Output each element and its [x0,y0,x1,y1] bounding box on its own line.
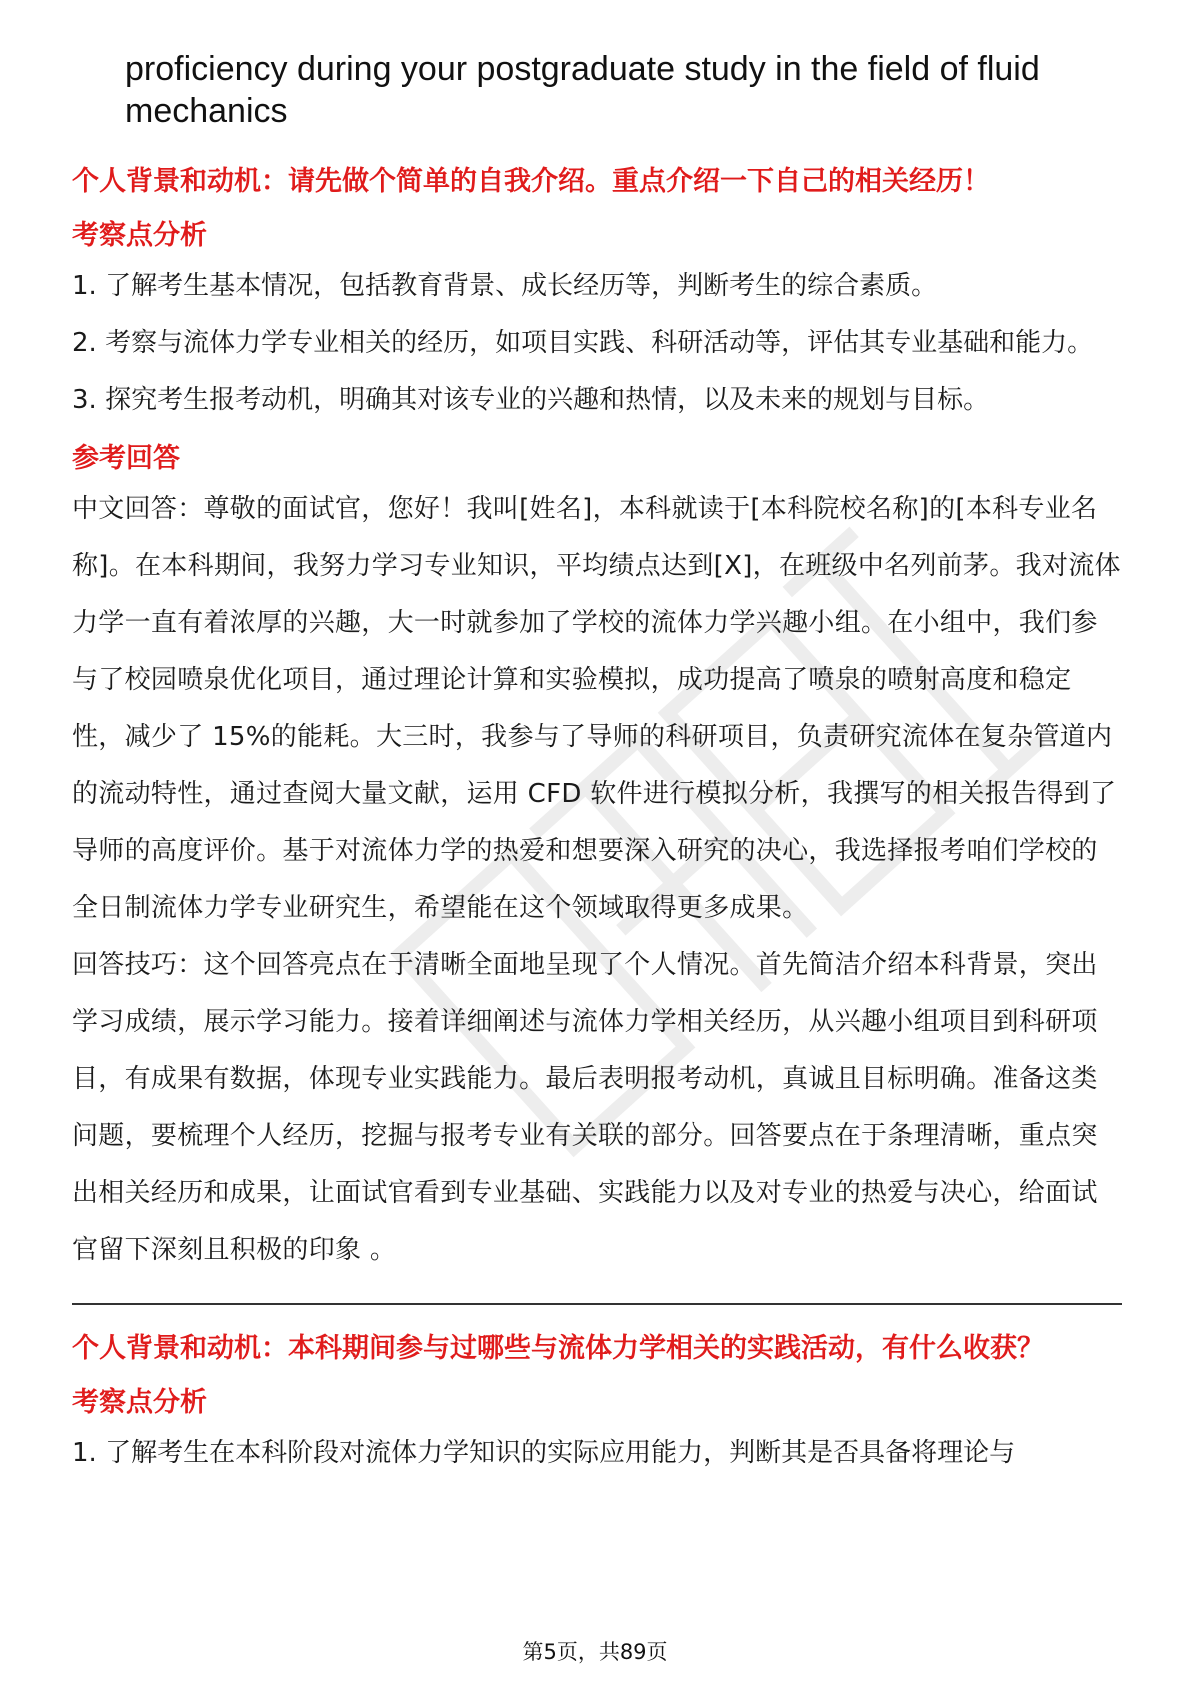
answer-text: 中文回答：尊敬的面试官，您好！我叫[姓名]，本科就读于[本科院校名称]的[本科专业名称]。在本科期间，我努力学习专业知识，平均绩点达到[X]，在班级中名列前茅。我对流体力学一直有着浓厚的兴趣，大一时就参加了学校的流体力学兴趣小组。在小组中，我们参与了校园喷泉优化项目，通过理论计算和实验模拟，成功提高了喷泉的喷射高度和稳定性，减少了 15%的能耗。大三时，我参与了导师的科研项目，负责研究流体在复杂管道内的流动特性，通过查阅大量文献，运用 CFD 软件进行模拟分析，我撰写的相关报告得到了导师的高度评价。基于对流体力学的热爱和想要深入研究的决心，我选择报考咱们学校的全日制流体力学专业研究生，希望能在这个领域取得更多成果。 [72,494,1121,923]
answer-heading-1: 参考回答 [72,443,180,474]
question-title-2: 个人背景和动机：本科期间参与过哪些与流体力学相关的实践活动，有什么收获？ [72,1333,1044,1364]
answer-tips-text: 回答技巧：这个回答亮点在于清晰全面地呈现了个人情况。首先简洁介绍本科背景，突出学习成绩，展示学习能力。接着详细阐述与流体力学相关经历，从兴趣小组项目到科研项目，有成果有数据，体现专业实践能力。最后表明报考动机，真诚且目标明确。准备这类问题，要梳理个人经历，挖掘与报考专业有关联的部分。回答要点在于条理清晰，重点突出相关经历和成果，让面试官看到专业基础、实践能力以及对专业的热爱与决心，给面试官留下深刻且积极的印象 。 [72,950,1098,1265]
analysis-heading-2: 考察点分析 [72,1387,207,1418]
page-number-footer: 第5页，共89页 [522,1640,668,1664]
analysis-item: 1. 了解考生在本科阶段对流体力学知识的实际应用能力，判断其是否具备将理论与 [72,1438,1016,1468]
document-page [72,48,1122,1482]
intro-continuation: proficiency during your postgraduate study in the field of fluid mechanics [125,50,1040,130]
question-title-1: 个人背景和动机：请先做个简单的自我介绍。重点介绍一下自己的相关经历！ [72,166,990,197]
analysis-item: 2. 考察与流体力学专业相关的经历，如项目实践、科研活动等，评估其专业基础和能力。 [72,328,1094,358]
analysis-item: 1. 了解考生基本情况，包括教育背景、成长经历等，判断考生的综合素质。 [72,271,938,301]
analysis-item: 3. 探究考生报考动机，明确其对该专业的兴趣和热情，以及未来的规划与目标。 [72,385,990,415]
analysis-heading-1: 考察点分析 [72,220,207,251]
